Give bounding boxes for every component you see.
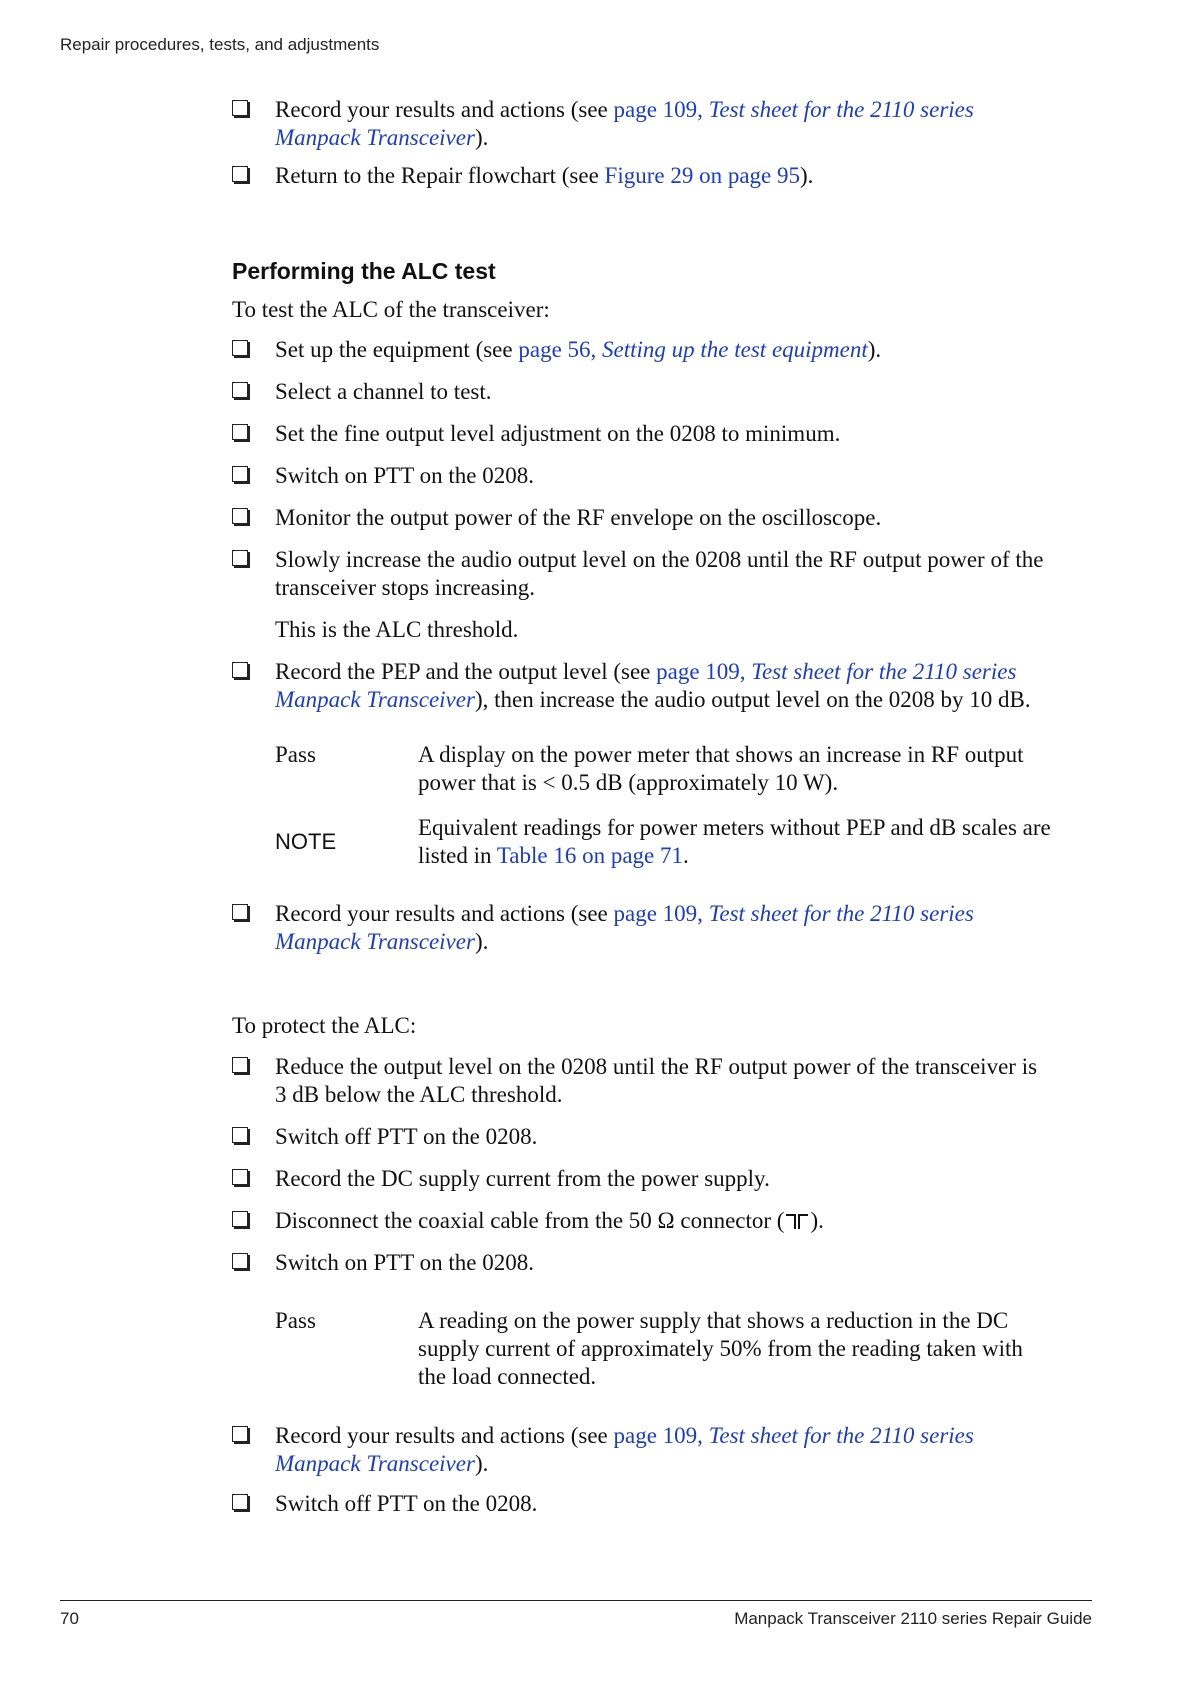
checkbox-icon[interactable] — [232, 166, 248, 182]
item-text: Select a channel to test. — [275, 379, 492, 404]
link-figure-29[interactable]: Figure 29 on page 95 — [604, 163, 801, 188]
checklist-item-record-results — [232, 900, 1092, 956]
checkbox-icon[interactable] — [232, 1127, 248, 1143]
page-number: 70 — [60, 1609, 79, 1628]
footer-rule — [60, 1600, 1092, 1601]
link-table-16[interactable]: Table 16 on page 71 — [496, 843, 683, 868]
checkbox-icon[interactable] — [232, 424, 248, 440]
link-page-109[interactable]: page 109, Test sheet for the 2110 series Manpack Transceiver — [275, 659, 1017, 712]
checklist-item-select-channel — [232, 378, 1092, 406]
pass-label: Pass — [275, 742, 316, 767]
checkbox-icon[interactable] — [232, 382, 248, 398]
checklist-item-disconnect-coax — [232, 1207, 1092, 1235]
pass-description: A reading on the power supply that shows a reduction in the DC supply current of approximately 50% from the reading taken with the load connected. — [418, 1308, 1023, 1389]
footer-title: Manpack Transceiver 2110 series Repair Guide — [734, 1609, 1092, 1628]
item-text: Record the DC supply current from the power supply. — [275, 1166, 770, 1191]
item-text: Record your results and actions (see page 109, Test sheet for the 2110 series Manpack Transceiver). — [275, 901, 974, 954]
checkbox-icon[interactable] — [232, 1057, 248, 1073]
alc-threshold-text: This is the ALC threshold. — [275, 617, 519, 642]
checklist-item-ptt-on — [232, 462, 1092, 490]
rf-connector-icon — [784, 1211, 810, 1231]
checklist-item-record-dc — [232, 1165, 1092, 1193]
link-page-109[interactable]: page 109, Test sheet for the 2110 series Manpack Transceiver — [275, 1423, 974, 1476]
checklist-item-ptt-off-final — [232, 1490, 1092, 1518]
checkbox-icon[interactable] — [232, 1253, 248, 1269]
checklist-item-record-results — [232, 1422, 1092, 1478]
checklist-item-return-flowchart — [232, 162, 1092, 190]
checkbox-icon[interactable] — [232, 508, 248, 524]
running-header: Repair procedures, tests, and adjustments — [60, 35, 380, 54]
link-page-109[interactable]: page 109, Test sheet for the 2110 series Manpack Transceiver — [275, 97, 974, 150]
item-text: Switch on PTT on the 0208. — [275, 1250, 534, 1275]
item-text: Slowly increase the audio output level on the 0208 until the RF output power of the transceiver stops increasing. — [275, 547, 1044, 600]
checkbox-icon[interactable] — [232, 100, 248, 116]
checklist-item-fine-output — [232, 420, 1092, 448]
item-text: Record your results and actions (see page 109, Test sheet for the 2110 series Manpack Transceiver). — [275, 97, 974, 150]
checkbox-icon[interactable] — [232, 1211, 248, 1227]
pass-description: A display on the power meter that shows an increase in RF output power that is < 0.5 dB (approximately 10 W). — [418, 742, 1024, 795]
link-page-109[interactable]: page 109, Test sheet for the 2110 series Manpack Transceiver — [275, 901, 974, 954]
note-text: Equivalent readings for power meters without PEP and dB scales are listed in Table 16 on page 71. — [418, 815, 1051, 868]
item-text: Switch off PTT on the 0208. — [275, 1124, 538, 1149]
checklist-item-increase-audio — [232, 546, 1092, 602]
pass-label: Pass — [275, 1308, 316, 1333]
item-text: Set up the equipment (see page 56, Setting up the test equipment). — [275, 337, 882, 362]
note-label: NOTE — [275, 829, 337, 854]
checkbox-icon[interactable] — [232, 1426, 248, 1442]
checklist-item-monitor — [232, 504, 1092, 532]
item-text: Record the PEP and the output level (see page 109, Test sheet for the 2110 series Manpack Transceiver), then increase the audio output level on the 0208 by 10 dB. — [275, 659, 1031, 712]
checklist-item-reduce-output — [232, 1053, 1092, 1109]
checklist-item-record-pep — [232, 658, 1092, 714]
section-heading: Performing the ALC test — [232, 258, 496, 284]
checklist-item-ptt-off — [232, 1123, 1092, 1151]
item-text: Return to the Repair flowchart (see Figure 29 on page 95). — [275, 163, 814, 188]
checkbox-icon[interactable] — [232, 662, 248, 678]
item-text: Switch on PTT on the 0208. — [275, 463, 534, 488]
link-page-56[interactable]: page 56, Setting up the test equipment — [518, 337, 868, 362]
item-text: Reduce the output level on the 0208 until the RF output power of the transceiver is 3 dB below the ALC threshold. — [275, 1054, 1038, 1107]
item-text: Set the fine output level adjustment on the 0208 to minimum. — [275, 421, 841, 446]
checklist-item-setup — [232, 336, 1092, 364]
checkbox-icon[interactable] — [232, 340, 248, 356]
protect-intro-text: To protect the ALC: — [232, 1013, 417, 1038]
item-text: Record your results and actions (see page 109, Test sheet for the 2110 series Manpack Transceiver). — [275, 1423, 974, 1476]
checkbox-icon[interactable] — [232, 1169, 248, 1185]
item-text: Monitor the output power of the RF envelope on the oscilloscope. — [275, 505, 882, 530]
intro-text: To test the ALC of the transceiver: — [232, 297, 550, 322]
checkbox-icon[interactable] — [232, 466, 248, 482]
checkbox-icon[interactable] — [232, 550, 248, 566]
checklist-item-record-results — [232, 96, 1092, 152]
item-text: Disconnect the coaxial cable from the 50 Ω connector ( ). — [275, 1208, 824, 1233]
checkbox-icon[interactable] — [232, 904, 248, 920]
checkbox-icon[interactable] — [232, 1494, 248, 1510]
checklist-item-ptt-on — [232, 1249, 1092, 1277]
item-text: Switch off PTT on the 0208. — [275, 1491, 538, 1516]
